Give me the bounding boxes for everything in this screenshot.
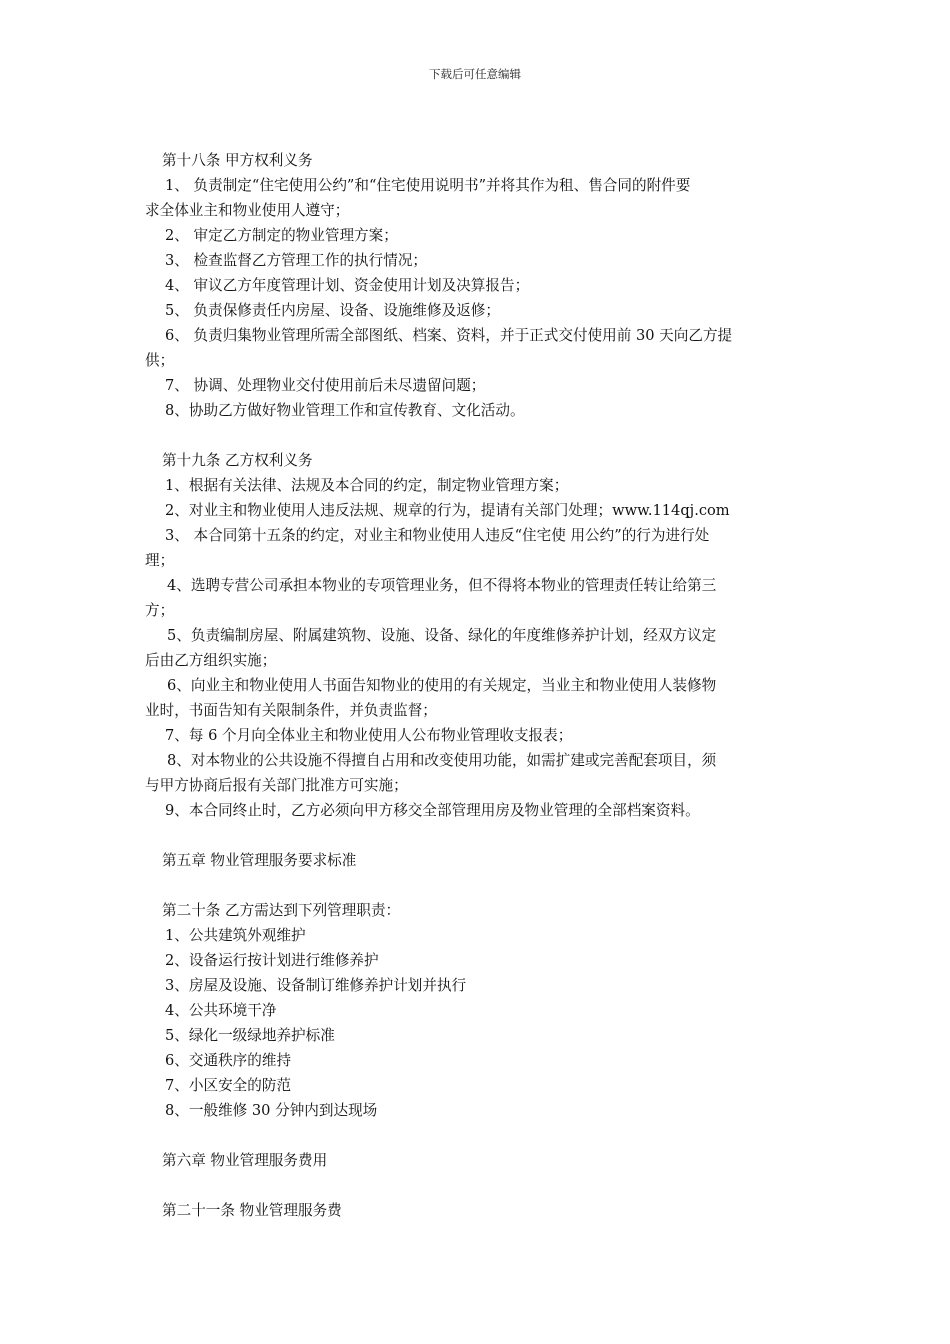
section-heading: 第十九条 乙方权利义务 <box>162 452 313 469</box>
text-line: 5、负责编制房屋、附属建筑物、设施、设备、绿化的年度维修养护计划，经双方议定 <box>167 627 717 644</box>
blank-line <box>145 423 810 448</box>
text-line: 7、小区安全的防范 <box>165 1077 292 1094</box>
text-line: 供； <box>145 352 175 369</box>
text-line: 1、公共建筑外观维护 <box>165 927 306 944</box>
text-line: 与甲方协商后报有关部门批准方可实施； <box>145 777 408 794</box>
text-line: 1、根据有关法律、法规及本合同的约定，制定物业管理方案； <box>165 477 569 494</box>
text-line: 求全体业主和物业使用人遵守； <box>145 202 350 219</box>
text-line: 6、交通秩序的维持 <box>165 1052 292 1069</box>
text-line: 理； <box>145 552 175 569</box>
text-line: 4、公共环境干净 <box>165 1002 277 1019</box>
section-heading: 第二十条 乙方需达到下列管理职责： <box>162 902 401 919</box>
section-heading: 第二十一条 物业管理服务费 <box>162 1202 342 1219</box>
text-line: 9、本合同终止时，乙方必须向甲方移交全部管理用房及物业管理的全部档案资料。 <box>165 802 700 819</box>
blank-line <box>145 1123 810 1148</box>
document-body <box>145 148 810 1223</box>
text-line: 后由乙方组织实施； <box>145 652 277 669</box>
text-line: 7、每 6 个月向全体业主和物业使用人公布物业管理收支报表； <box>165 727 573 744</box>
text-line: 7、 协调、处理物业交付使用前后未尽遗留问题； <box>165 377 486 394</box>
text-line: 1、 负责制定“住宅使用公约”和“住宅使用说明书”并将其作为租、售合同的附件要 <box>165 177 691 194</box>
section-heading: 第五章 物业管理服务要求标准 <box>162 852 357 869</box>
text-line: 8、对本物业的公共设施不得擅自占用和改变使用功能，如需扩建或完善配套项目，须 <box>167 752 717 769</box>
section-heading: 第十八条 甲方权利义务 <box>162 152 313 169</box>
text-line: 2、 审定乙方制定的物业管理方案； <box>165 227 398 244</box>
text-line: 8、一般维修 30 分钟内到达现场 <box>165 1102 378 1119</box>
text-line: 5、 负责保修责任内房屋、设备、设施维修及返修； <box>165 302 500 319</box>
text-line: 方； <box>145 602 175 619</box>
text-line: 2、对业主和物业使用人违反法规、规章的行为，提请有关部门处理；www.114qj.com <box>165 502 730 519</box>
text-line: 6、 负责归集物业管理所需全部图纸、档案、资料，并于正式交付使用前 30 天向乙方提 <box>165 327 733 344</box>
text-line: 6、向业主和物业使用人书面告知物业的使用的有关规定，当业主和物业使用人装修物 <box>167 677 717 694</box>
text-line: 4、 审议乙方年度管理计划、资金使用计划及决算报告； <box>165 277 530 294</box>
blank-line <box>145 873 810 898</box>
text-line: 3、 本合同第十五条的约定，对业主和物业使用人违反“住宅使 用公约”的行为进行处 <box>165 527 710 544</box>
text-line: 3、房屋及设施、设备制订维修养护计划并执行 <box>165 977 467 994</box>
text-line: 8、协助乙方做好物业管理工作和宣传教育、文化活动。 <box>165 402 525 419</box>
section-heading: 第六章 物业管理服务费用 <box>162 1152 328 1169</box>
blank-line <box>145 823 810 848</box>
text-line: 业时，书面告知有关限制条件，并负责监督； <box>145 702 437 719</box>
text-line: 2、设备运行按计划进行维修养护 <box>165 952 379 969</box>
text-line: 3、 检查监督乙方管理工作的执行情况； <box>165 252 428 269</box>
text-line: 5、绿化一级绿地养护标准 <box>165 1027 335 1044</box>
page-header: 下载后可任意编辑 <box>429 67 521 81</box>
text-line: 4、选聘专营公司承担本物业的专项管理业务，但不得将本物业的管理责任转让给第三 <box>167 577 717 594</box>
blank-line <box>145 1173 810 1198</box>
